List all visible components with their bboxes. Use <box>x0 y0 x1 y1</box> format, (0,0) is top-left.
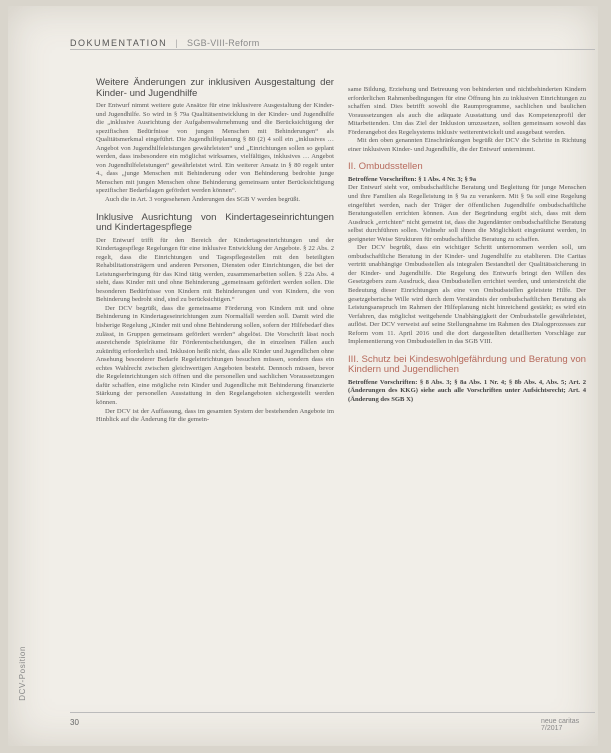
paragraph: same Bildung, Erziehung und Betreuung von behinderten und nichtbehinderten Kindern erforderlichen Rahmenbedingungen für eine Öffnung hin zu inklusiven Einrichtungen zu schaffen sind. Dies betrifft sowohl die Raumprogramme, sachlichen und baulichen Voraussetzungen als auch die adäquate Ausstattung und das Kompetenzprofil der Mitarbeitenden. Um das Ziel der Inklusion umzusetzen, sollten gemeinsam sowohl das Förderangebot des Regelsystems inklusiv weiterentwickelt und ausgebaut werden. <box>348 86 586 136</box>
affected-provisions: Betroffene Vorschriften: § 8 Abs. 3; § 8a Abs. 1 Nr. 4; § 8b Abs. 4, Abs. 5; Art. 2 (Änderungen des KKG) siehe auch alle Vorschriften unter Aufsichtsrecht; Art. 4 (Änderung des SGB X) <box>348 378 586 403</box>
affected-provisions: Betroffene Vorschriften: § 1 Abs. 4 Nr. 3; § 9a <box>348 175 477 183</box>
paragraph: Der DCV begrüßt, dass die gemeinsame Förderung von Kindern mit und ohne Behinderung in Kindertageseinrichtungen zum Normalfall werden soll. Damit wird die bisherige Regelung „Kinder mit und ohne Behinderung sollen, sofern der Hilfebedarf dies zulässt, in Gruppen gemeinsam gefördert werden“ abgelöst. Die Vorschrift lässt noch ausreichende Spielräume für Förderentscheidungen, die in einzelnen Fällen auch zukünftig erforderlich sind. Inklusion heißt nicht, dass alle Kinder und Jugendlichen ohne Ansehung besonderer Bedarfe Regeleinrichtungen besuchen müssen, sondern dass ein echtes Wahlrecht zwischen gleichwertigen Angeboten besteht. Dennoch müssen, bevor die Regeleinrichtungen sich öffnen und die personellen und sachlichen Voraussetzungen dafür schaffen, eine mögliche rein Kinder und Jugendliche mit Behinderung finanzierte Stärkung der personellen Ausstattung in den Regelangeboten sichergestellt werden können. <box>96 304 334 406</box>
left-column <box>96 78 334 425</box>
paragraph: Der Entwurf nimmt weitere gute Ansätze für eine inklusivere Ausgestaltung der Kinder- und Jugendhilfe. So wird in § 79a Qualitätsentwicklung in der Kinder- und Jugendhilfe die „inklusive Ausrichtung der Aufgabenwahrnehmung und die Berücksichtigung der spezifischen Bedürfnisse von jungen Menschen mit Behinderungen“ als Qualitätsmerkmal eingeführt. Die Jugendhilfeplanung § 80 (2) 4 soll ein „inklusives … Angebot von Jugendhilfeleistungen gewährleisten“ und „Einrichtungen sollen so geplant werden, dass insbesondere ein möglichst wirksames, vielfältiges, inklusives … Angebot von Jugendhilfeleistungen“ gewährleistet wird. Ein weiterer Ansatz in § 80 regelt unter 4., dass „junge Menschen mit Behinderung oder von Behinderung bedrohte junge Menschen mit jungen Menschen ohne Behinderung gemeinsam unter Berücksichtigung spezifischer Bedarfslagen gefördert werden können“. <box>96 102 334 195</box>
heading-inklusive-ausrichtung: Inklusive Ausrichtung von Kindertageseinrichtungen und Kindertagespflege <box>96 211 334 234</box>
heading-kindeswohlgefaehrdung: III. Schutz bei Kindeswohlgefährdung und Beratung von Kindern und Jugendlichen <box>348 353 586 376</box>
paragraph: Der DCV ist der Auffassung, dass im gesamten System der bestehenden Angebote im Hinblick auf die Änderung für die gemein- <box>96 407 334 424</box>
paragraph: Auch die in Art. 3 vorgesehenen Änderungen des SGB V werden begrüßt. <box>105 196 301 204</box>
page-number: 30 <box>70 718 79 727</box>
paragraph: Mit den oben genannten Einschränkungen begrüßt der DCV die Schritte in Richtung einer inklusiven Kinder- und Jugendhilfe, die der Entwurf unternimmt. <box>348 137 586 153</box>
header-rule <box>70 49 595 50</box>
paragraph: Der Entwurf trifft für den Bereich der Kindertageseinrichtungen und der Kindertagespflege Regelungen für eine inklusive Entwicklung der Angebote. § 22 Abs. 2 regelt, dass die Einrichtungen und Tagespflegestellen mit den beteiligten Rehabilitationsträgern und anderen Personen, Diensten oder Einrichtungen, die bei der Leistungserbringung für das Kind tätig werden, zusammenarbeiten sollen. § 22a Abs. 4 sieht, dass Kinder mit und ohne Behinderung „gemeinsam gefördert werden sollen. Die besonderen Bedürfnisse von Kindern mit Behinderungen und von Kindern, die von Behinderung bedroht sind, sind zu berücksichtigen.“ <box>96 236 334 304</box>
paragraph: Der DCV begrüßt, dass ein wichtiger Schritt unternommen werden soll, um ombudschaftliche Beratung in der Kinder- und Jugendhilfe zu etablieren. Die Caritas vertritt unabhängige Ombudsstellen als integralen Bestandteil der Qualitätssicherung in der Kinder- und Jugendhilfe. Die Regelung des Entwurfs bringt den Willen des Gesetzgebers zum Ausdruck, dass Ombudsstellen errichtet werden, und unterstreicht die Bedeutung dieser Einrichtungen als eine von Ombudsstellen geleistete Hilfe. Der gesetzgeberische Wille wird durch dem Verständnis der ombudschaftlichen Beratung als Leistungsanspruch im Rahmen der Hilfeplanung nicht hinreichend gestärkt; es wird ein Verfahren, das möglichst weitgehende Unabhängigkeit der Ombudsstelle gewährleistet, auflöst. Der DCV verweist auf seine Stellungnahme im Rahmen des Dialogprozesses zur Reform vom 11. April 2016 und die dort dargestellten detaillierten Vorschläge zur Implementierung von Ombudsstellen in das SGB VIII. <box>348 244 586 346</box>
document-page <box>8 6 598 746</box>
header-subsection: SGB-VIII-Reform <box>187 38 260 48</box>
journal-name: neue caritas 7/2017 <box>541 718 580 732</box>
heading-weitere-aenderungen: Weitere Änderungen zur inklusiven Ausgestaltung der Kinder- und Jugendhilfe <box>96 77 334 99</box>
header-section: DOKUMENTATION <box>70 38 168 48</box>
footer-rule <box>70 712 595 713</box>
paragraph: Der Entwurf sieht vor, ombudschaftliche Beratung und Begleitung für junge Menschen und ihre Familien als Regelleistung in § 9a zu verankern. Mit § 9a soll eine Regelung eingeführt werden, nach der Träger der öffentlichen Jugendhilfe ombudschaftliche Beratungsstellen errichten können. Aus der Begründung ergibt sich, dass mit dem Ausdruck „errichten“ nicht gemeint ist, dass die Jugendämter ombudschaftliche Beratung selbst durchführen sollen. Vielmehr soll ihnen die Möglichkeit eingeräumt werden, in geeigneter Weise Strukturen für ombudschaftliche Beratung zu schaffen. <box>348 184 586 243</box>
sidebar-label: DCV-Position <box>18 646 27 701</box>
running-header <box>70 38 260 48</box>
header-separator: | <box>175 38 180 48</box>
heading-ombudsstellen: II. Ombudsstellen <box>348 161 423 173</box>
right-column <box>348 86 586 404</box>
